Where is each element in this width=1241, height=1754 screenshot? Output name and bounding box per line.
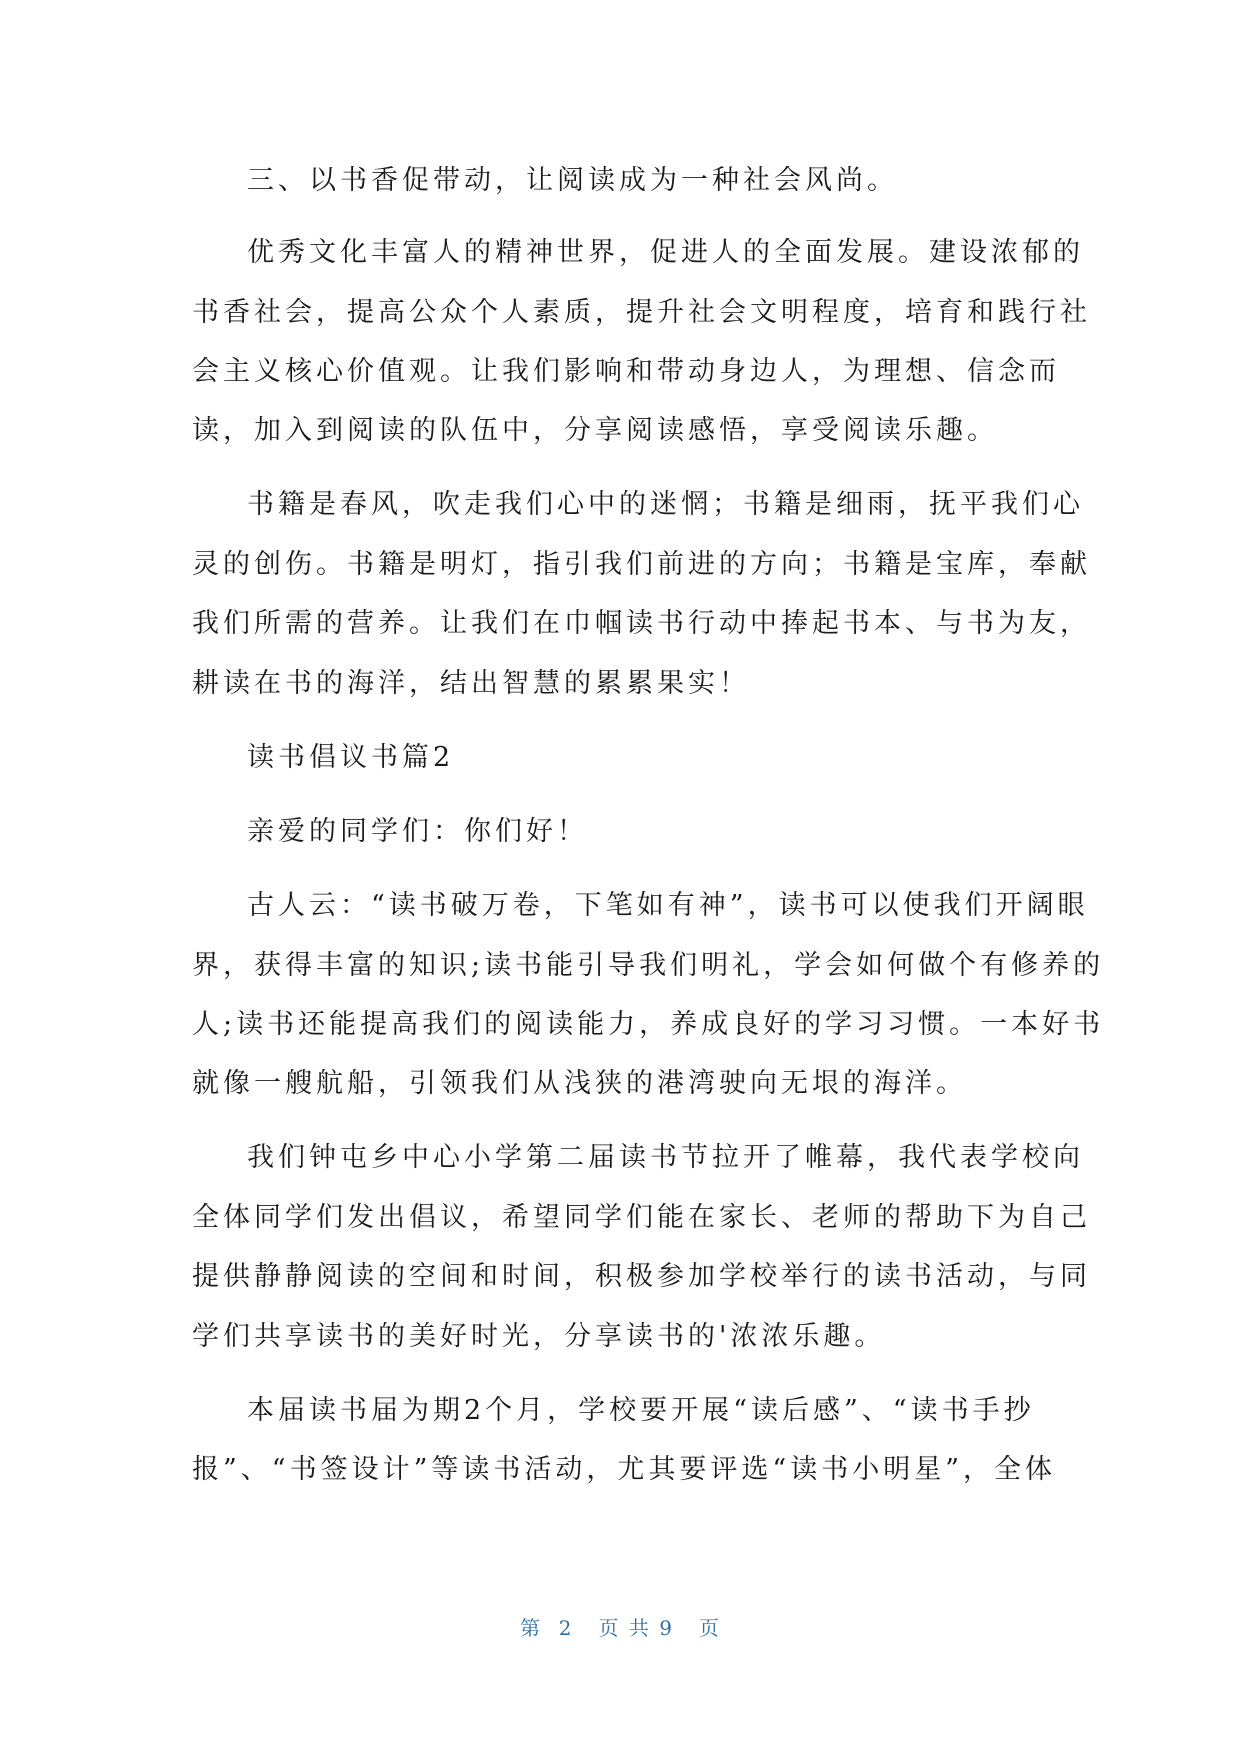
- paragraph-line: 灵的创伤。书籍是明灯，指引我们前进的方向；书籍是宝库，奉献: [192, 549, 1091, 580]
- paragraph-line: 学们共享读书的美好时光，分享读书的'浓浓乐趣。: [192, 1321, 886, 1352]
- paragraph-line: 报”、“书签设计”等读书活动，尤其要评选“读书小明星”，全体: [192, 1454, 1057, 1485]
- paragraph-line: 本届读书届为期2个月，学校要开展“读后感”、“读书手抄: [247, 1395, 1035, 1426]
- paragraph-line: 我们钟屯乡中心小学第二届读书节拉开了帷幕，我代表学校向: [247, 1142, 1084, 1173]
- paragraph-line: 就像一艘航船，引领我们从浅狭的港湾驶向无垠的海洋。: [192, 1068, 967, 1099]
- paragraph-line: 读，加入到阅读的队伍中，分享阅读感悟，享受阅读乐趣。: [192, 415, 998, 446]
- paragraph-line: 界，获得丰富的知识;读书能引导我们明礼，学会如何做个有修养的: [192, 950, 1105, 981]
- paragraph-line: 古人云：“读书破万卷，下笔如有神”，读书可以使我们开阔眼: [247, 890, 1089, 921]
- paragraph-line: 全体同学们发出倡议，希望同学们能在家长、老师的帮助下为自己: [192, 1202, 1091, 1233]
- paragraph-line: 提供静静阅读的空间和时间，积极参加学校举行的读书活动，与同: [192, 1261, 1091, 1292]
- paragraph-line: 优秀文化丰富人的精神世界，促进人的全面发展。建设浓郁的: [247, 237, 1084, 268]
- article-title: 读书倡议书篇2: [247, 742, 455, 773]
- paragraph-line: 耕读在书的海洋，结出智慧的累累果实！: [192, 668, 750, 699]
- paragraph-line: 会主义核心价值观。让我们影响和带动身边人，为理想、信念而: [192, 356, 1060, 387]
- salutation: 亲爱的同学们：你们好！: [247, 816, 588, 847]
- paragraph-line: 我们所需的营养。让我们在巾帼读书行动中捧起书本、与书为友，: [192, 608, 1091, 639]
- paragraph-line: 书籍是春风，吹走我们心中的迷惘；书籍是细雨，抚平我们心: [247, 489, 1084, 520]
- paragraph-line: 书香社会，提高公众个人素质，提升社会文明程度，培育和践行社: [192, 297, 1091, 328]
- paragraph-line: 人;读书还能提高我们的阅读能力，养成良好的学习习惯。一本好书: [192, 1009, 1105, 1040]
- section-heading: 三、以书香促带动，让阅读成为一种社会风尚。: [247, 165, 898, 196]
- page-number-footer: 第 2 页 共 9 页: [519, 1616, 722, 1640]
